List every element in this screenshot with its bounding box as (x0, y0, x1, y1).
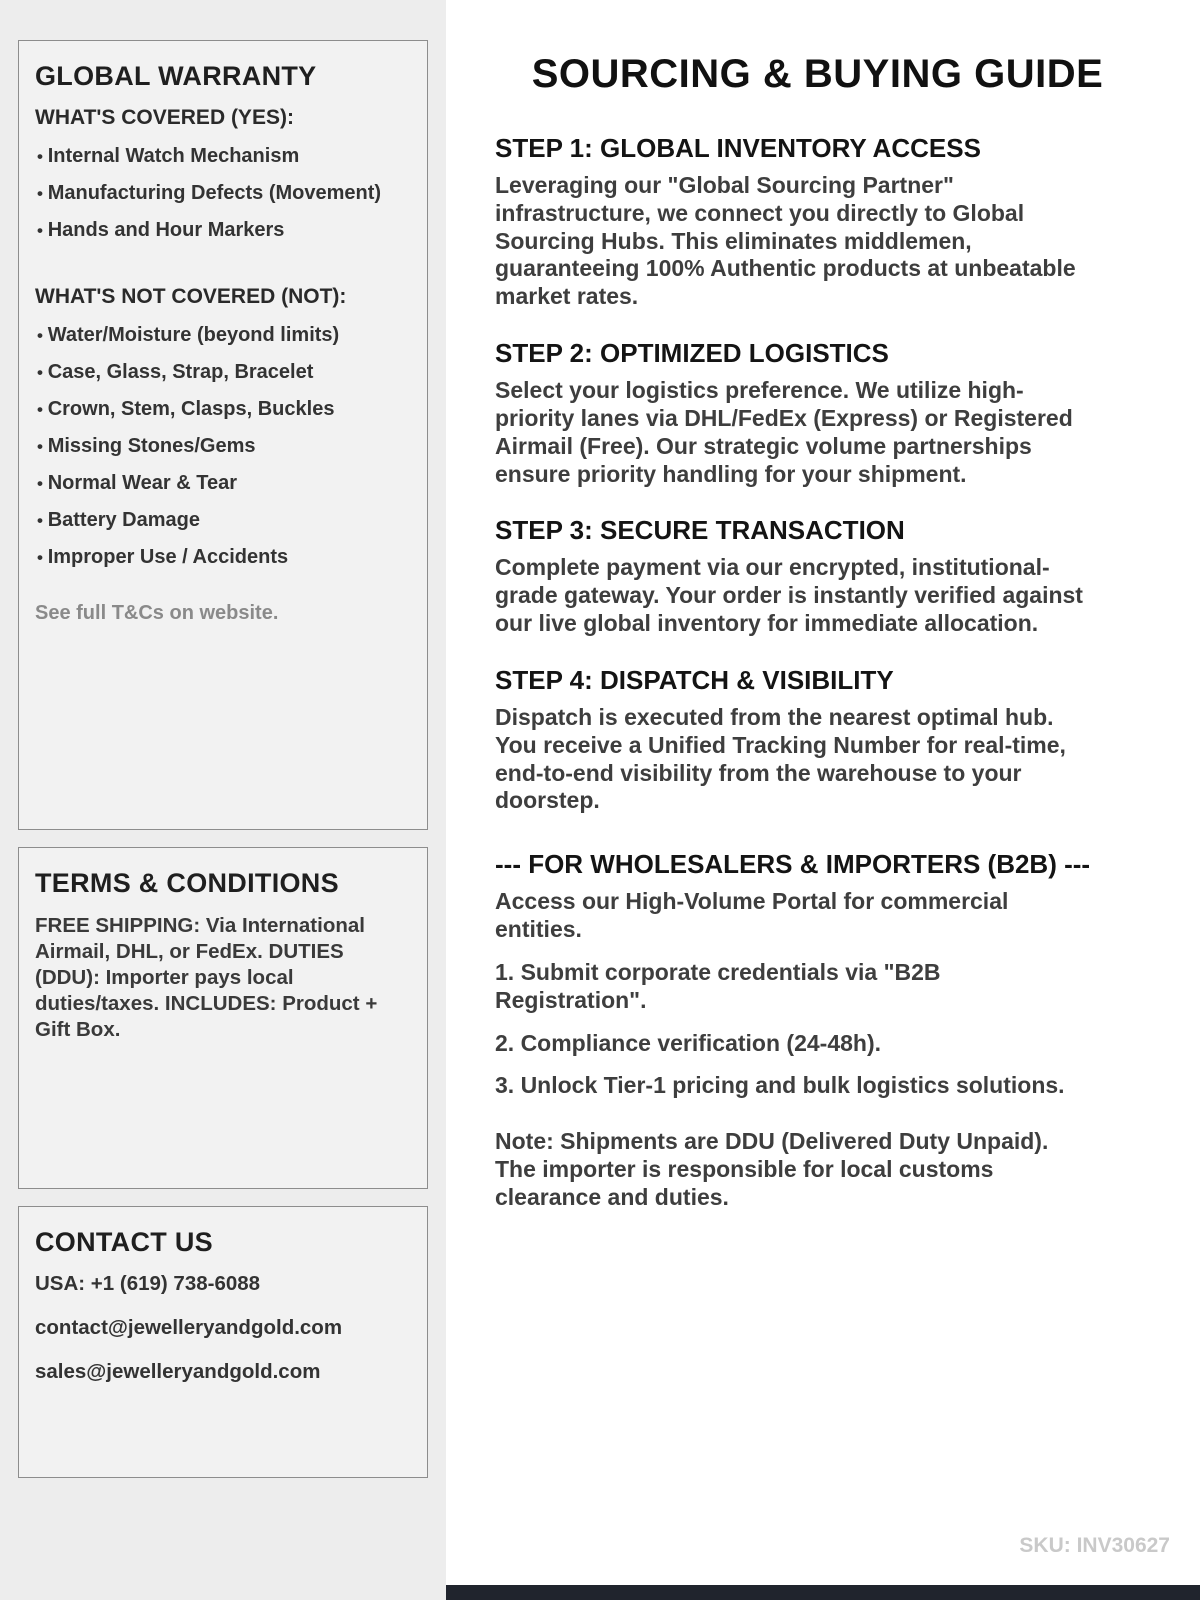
step-3-heading: STEP 3: SECURE TRANSACTION (495, 515, 905, 546)
b2b-item-1: 1. Submit corporate credentials via "B2B Registration". (495, 958, 941, 1013)
covered-list (35, 138, 411, 249)
step-2-heading: STEP 2: OPTIMIZED LOGISTICS (495, 338, 889, 369)
step-3 (495, 515, 1140, 637)
warranty-box (18, 40, 428, 830)
step-4 (495, 665, 1140, 815)
b2b-item-2: 2. Compliance verification (24-48h). (495, 1029, 882, 1056)
list-item: • Manufacturing Defects (Movement) (35, 175, 411, 212)
step-4-heading: STEP 4: DISPATCH & VISIBILITY (495, 664, 894, 695)
terms-body: FREE SHIPPING: Via International Airmail, DHL, or FedEx. DUTIES (DDU): Importer pays local duties/taxes. INCLUDES: Product + Gift Box. (35, 914, 378, 1042)
terms-box (18, 847, 428, 1189)
sku-label: SKU: INV30627 (1019, 1534, 1170, 1557)
step-2-body: Select your logistics preference. We utilize high-priority lanes via DHL/FedEx (Express) or Registered Airmail (Free). Our strategic volume partnerships ensure priority handling for your shipment. (495, 377, 1073, 487)
page-title: SOURCING & BUYING GUIDE (531, 52, 1104, 96)
list-item: • Case, Glass, Strap, Bracelet (35, 354, 411, 391)
covered-heading: WHAT'S COVERED (YES): (35, 106, 294, 129)
contact-title: CONTACT US (35, 1227, 213, 1257)
step-4-body: Dispatch is executed from the nearest optimal hub. You receive a Unified Tracking Number for real-time, end-to-end visibility from the warehouse to your doorstep. (495, 703, 1066, 814)
terms-title: TERMS & CONDITIONS (35, 868, 339, 898)
warranty-footnote: See full T&Cs on website. (35, 602, 279, 624)
b2b-heading: --- FOR WHOLESALERS & IMPORTERS (B2B) --- (495, 849, 1091, 880)
not-covered-heading: WHAT'S NOT COVERED (NOT): (35, 285, 347, 308)
sidebar (0, 0, 446, 1600)
step-2 (495, 338, 1140, 488)
main-content (446, 0, 1200, 1600)
b2b-item-3: 3. Unlock Tier-1 pricing and bulk logistics solutions. (495, 1072, 1065, 1099)
bottom-bar (446, 1585, 1200, 1600)
list-item: • Missing Stones/Gems (35, 428, 411, 465)
step-3-body: Complete payment via our encrypted, institutional-grade gateway. Your order is instantly verified against our live global inventory for immediate allocation. (495, 554, 1083, 637)
sales-email: sales@jewelleryandgold.com (35, 1360, 321, 1383)
warranty-title: GLOBAL WARRANTY (35, 61, 317, 91)
list-item: • Crown, Stem, Clasps, Buckles (35, 391, 411, 428)
b2b-section (495, 849, 1140, 1211)
contact-phone: USA: +1 (619) 738-6088 (35, 1272, 261, 1295)
contact-email: contact@jewelleryandgold.com (35, 1316, 343, 1339)
list-item: • Hands and Hour Markers (35, 212, 411, 249)
list-item: • Battery Damage (35, 502, 411, 539)
step-1-heading: STEP 1: GLOBAL INVENTORY ACCESS (495, 133, 981, 163)
contact-box (18, 1206, 428, 1478)
b2b-intro: Access our High-Volume Portal for commercial entities. (495, 888, 1009, 943)
list-item: • Normal Wear & Tear (35, 465, 411, 502)
not-covered-list (35, 317, 411, 576)
list-item: • Improper Use / Accidents (35, 539, 411, 576)
list-item: • Internal Watch Mechanism (35, 138, 411, 175)
step-1 (495, 133, 1140, 311)
list-item: • Water/Moisture (beyond limits) (35, 317, 411, 354)
b2b-note: Note: Shipments are DDU (Delivered Duty Unpaid). The importer is responsible for local customs clearance and duties. (495, 1128, 1049, 1210)
step-1-body: Leveraging our "Global Sourcing Partner" infrastructure, we connect you directly to Global Sourcing Hubs. This eliminates middlemen, guaranteeing 100% Authentic products at unbeatable market rates. (495, 172, 1076, 310)
